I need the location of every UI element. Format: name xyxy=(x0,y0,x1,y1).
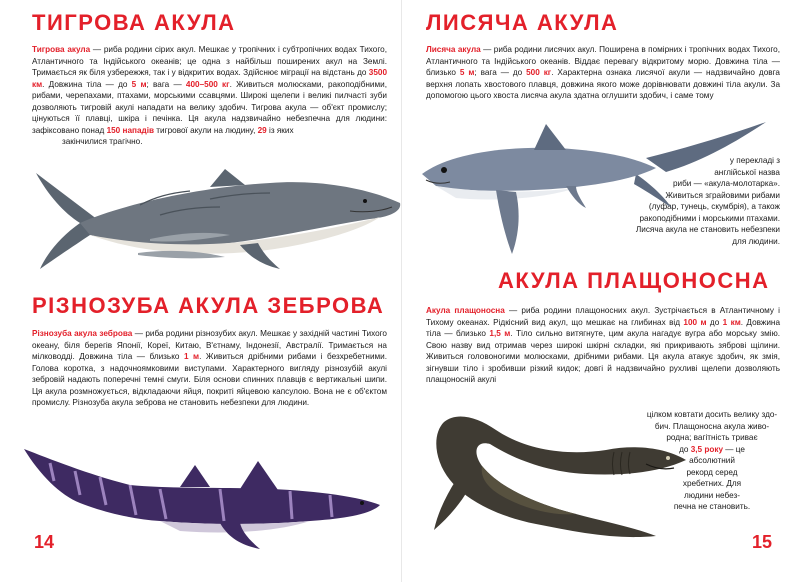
frilled-shark-image xyxy=(416,400,696,550)
thresher-shark-name: Лисяча акула xyxy=(426,45,481,54)
thresher-text-3: . Характерна ознака лисячої акули — надзвичайно довга верхня лопать хвостового плавця, довжина якого може дорівнювати довжині тіла акули. За допомогою цього хвоста лисяча акула здатна оглушити здобич, і саме тому xyxy=(426,68,780,100)
frilled-wrap-3: родна; вагітність триває xyxy=(666,433,758,442)
frilled-wrap-2: бич. Плащоносна акула живо- xyxy=(654,421,770,431)
page-number-right: 15 xyxy=(752,532,773,552)
right-page xyxy=(402,0,804,582)
frilled-wrap-8: людини небез- xyxy=(684,490,740,500)
frilled-wrap-1: цілком ковтати досить велику здо- xyxy=(646,410,778,419)
tiger-attacks-value: 150 нападів xyxy=(106,125,155,135)
tiger-text-3: ; вага — xyxy=(146,79,186,89)
tiger-text-2: . Довжина тіла — до xyxy=(42,79,132,89)
frilled-wrap-4a: до xyxy=(679,444,691,454)
tiger-text-4: . Живиться молюсками, ракоподібними, рибами, черепахами, птахами, морськими ссавцями. Широкі щелепи і великі пилчасті зуби дозволяють тигровій акулі нападати на велику здобич. Тигрова акула — об'єкт промислу; цінуються її плавці, шкіра і печінка. Ця акула надзвичайно небезпечна для людини: зафіксовано понад xyxy=(32,79,387,135)
tiger-text-7: закінчилися трагічно. xyxy=(62,137,143,146)
thresher-wrap-1: у перекладі з xyxy=(729,156,780,165)
zebra-length-value: 1 м xyxy=(183,352,200,361)
zebra-text-2: . Живиться дрібними рибами і безхребетними. Голова коротка, з надочноямковими виступами. Характерного вигляду різнозубій акулі зебровій надають поперечні темні смуги. Біля основи спинних плавців є вертикальні шипи. Ця акула розмножується, відкладаючи яйця, покриті яйцевою капсулою. Вона не є об'єктом промислу. Різнозуба акула зеброва не становить небезпеки для людини. xyxy=(32,352,388,407)
frilled-wrap-9: печна не становить. xyxy=(673,502,751,511)
frilled-shark-title: АКУЛА ПЛАЩОНОСНА xyxy=(498,268,770,293)
thresher-wrap-3: риби — «акула-молотарка». Живиться зграйовими рибами (луфар, тунець, скумбрія), а також ракоподібними і морськими птахами. Лисяча акула не становить небезпеки для людини. xyxy=(635,179,780,246)
frilled-wrap-4b: — це xyxy=(723,444,745,454)
frilled-wrap-6: рекорд серед xyxy=(686,467,738,477)
frilled-shark-text xyxy=(426,305,780,386)
tiger-text-1: — риба родини сірих акул. Мешкає у тропічних і субтропічних водах Тихого, Атлантичного та Індійського океанів; це одна з найбільш поширених акул на Землі. Тримається як біля узбережжя, так і у відкритих водах. Здійснює міграції на відстань до xyxy=(32,45,387,77)
frilled-text-2: до xyxy=(706,317,723,327)
thresher-wrap-2: англійської назва xyxy=(714,167,780,177)
thresher-shark-text xyxy=(426,44,780,102)
frilled-text-3: . Довжина тіла — близько xyxy=(426,317,781,338)
zebra-shark-image xyxy=(20,445,390,555)
frilled-text-4: . Тіло сильно витягнуте, цим акула нагадує вугра або морську змію. Свою назву вид отримав через широкі шкірні складки, які прикривають зяброві щілини. Живиться головоногими молюсками, дрібними рибами. Ця акула атакує здобич, як змія, зігнувши тіло і зробивши різкий кидок; довгі й надзвичайно рухливі щелепи дозволяють плащоносній акулі xyxy=(426,329,780,384)
zebra-text-1: — риба родини різнозубих акул. Мешкає у західній частині Тихого океану, біля берегів Японії, Кореї, Китаю, В'єтнаму, Індонезії, Австралії. Тримається на мілководді. Довжина тіла — близько xyxy=(32,329,387,361)
tiger-shark-name: Тигрова акула xyxy=(32,45,91,54)
zebra-shark-name: Різнозуба акула зеброва xyxy=(32,329,133,338)
tiger-length-value: 5 м xyxy=(131,79,147,89)
thresher-weight-value: 500 кг xyxy=(526,68,552,77)
frilled-shark-name: Акула плащоносна xyxy=(426,306,505,315)
frilled-text-1: — риба родини плащоносних акул. Зустрічається в Атлантичному і Тихому океанах. Рідкісний вид акул, що мешкає на глибинах від xyxy=(426,306,780,327)
thresher-shark-title: ЛИСЯЧА АКУЛА xyxy=(426,10,619,35)
zebra-shark-text xyxy=(32,328,387,409)
frilled-wrap-5: абсолютний xyxy=(689,456,735,465)
frilled-wrap-7: хребетних. Для xyxy=(682,479,742,488)
tiger-weight-value: 400–500 кг xyxy=(185,79,230,89)
tiger-text-6: із яких xyxy=(266,125,294,135)
frilled-length-value: 1,5 м xyxy=(489,329,511,338)
thresher-shark-image xyxy=(416,112,786,262)
zebra-shark-title: РІЗНОЗУБА АКУЛА ЗЕБРОВА xyxy=(32,293,385,318)
thresher-text-2: ; вага — до xyxy=(474,68,527,77)
tiger-fatal-value: 29 xyxy=(257,125,267,135)
page-number-left: 14 xyxy=(34,532,55,552)
thresher-text-1: — риба родини лисячих акул. Поширена в помірних і тропічних водах Тихого, Атлантичного та Індійського океанів. Віддає перевагу відкритому морю. Довжина тіла — близько xyxy=(426,45,780,77)
tiger-shark-title: ТИГРОВА АКУЛА xyxy=(32,10,236,35)
tiger-shark-text xyxy=(32,44,387,148)
frilled-depth-max-value: 1 км xyxy=(722,317,741,327)
frilled-gestation-value: 3,5 року xyxy=(690,444,724,454)
tiger-text-5: тигрової акули на людину, xyxy=(154,125,258,135)
thresher-length-value: 5 м xyxy=(459,68,475,77)
frilled-depth-min-value: 100 м xyxy=(683,317,707,327)
tiger-migration-value: 3500 км xyxy=(32,68,387,89)
tiger-shark-image xyxy=(30,165,410,275)
